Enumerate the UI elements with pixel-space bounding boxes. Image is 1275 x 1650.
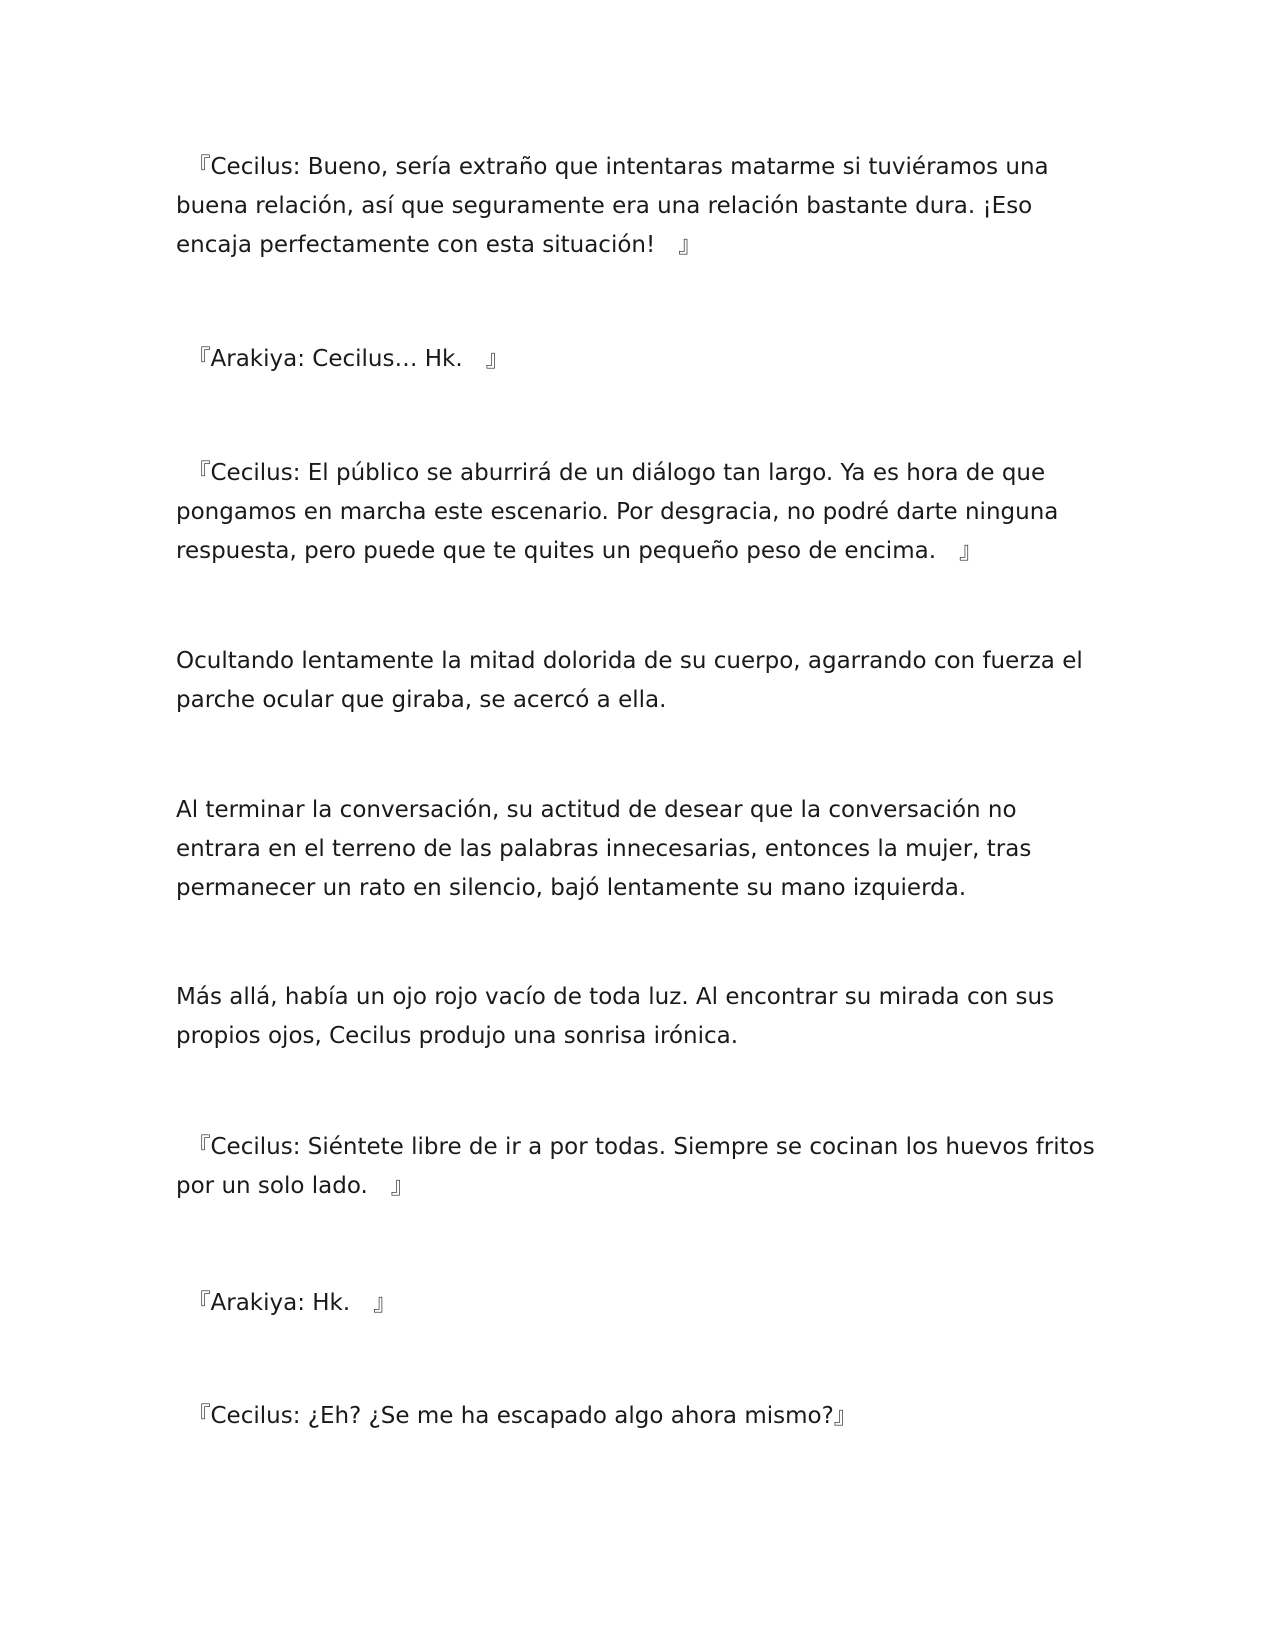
- dialogue-cecilus-1: 『Cecilus: Bueno, sería extraño que intentaras matarme si tuviéramos una buena relación, así que seguramente era una relación bastante dura. ¡Eso encaja perfectamente con esta situación! 』: [176, 154, 1049, 258]
- dialogue-cecilus-3: 『Cecilus: Siéntete libre de ir a por todas. Siempre se cocinan los huevos fritos por un solo lado. 』: [176, 1134, 1095, 1199]
- dialogue-cecilus-4: 『Cecilus: ¿Eh? ¿Se me ha escapado algo ahora mismo?』: [176, 1403, 857, 1429]
- dialogue-cecilus-2: 『Cecilus: El público se aburrirá de un diálogo tan largo. Ya es hora de que pongamos en marcha este escenario. Por desgracia, no podré darte ninguna respuesta, pero puede que te quites un pequeño peso de encima. 』: [176, 460, 1059, 564]
- narration-paragraph-3: Más allá, había un ojo rojo vacío de toda luz. Al encontrar su mirada con sus propios ojos, Cecilus produjo una sonrisa irónica.: [176, 984, 1055, 1049]
- dialogue-arakiya-1: 『Arakiya: Cecilus… Hk. 』: [176, 346, 509, 372]
- dialogue-arakiya-2: 『Arakiya: Hk. 』: [176, 1290, 397, 1316]
- narration-paragraph-1: Ocultando lentamente la mitad dolorida de su cuerpo, agarrando con fuerza el parche ocular que giraba, se acercó a ella.: [176, 648, 1083, 713]
- narration-paragraph-2: Al terminar la conversación, su actitud de desear que la conversación no entrara en el terreno de las palabras innecesarias, entonces la mujer, tras permanecer un rato en silencio, bajó lentamente su mano izquierda.: [176, 797, 1032, 901]
